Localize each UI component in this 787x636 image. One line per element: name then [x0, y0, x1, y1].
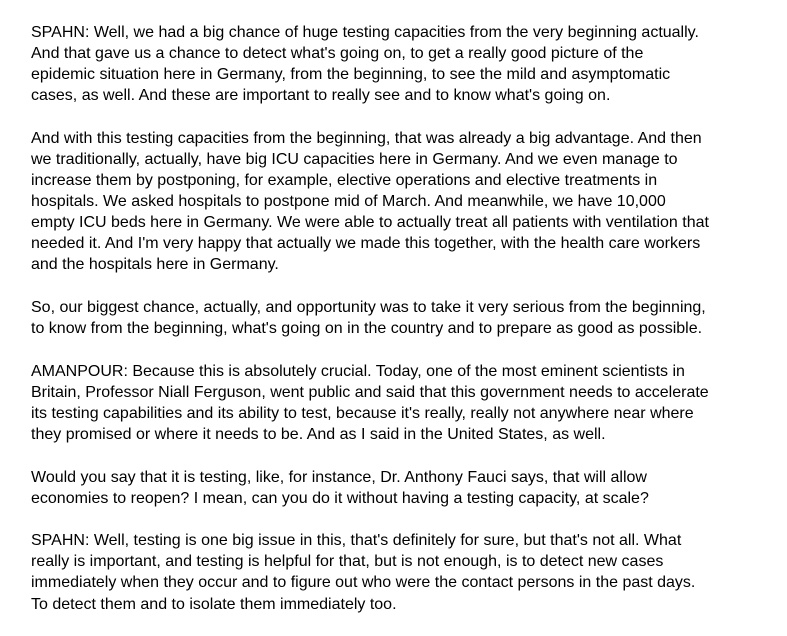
text-line: and the hospitals here in Germany.: [31, 256, 279, 274]
text-line: hospitals. We asked hospitals to postpone mid of March. And meanwhile, we have 10,000: [31, 193, 666, 211]
text-line: epidemic situation here in Germany, from the beginning, to see the mild and asymptomatic: [31, 66, 671, 84]
text-line: needed it. And I'm very happy that actually we made this together, with the health care workers: [31, 235, 701, 253]
text-line: So, our biggest chance, actually, and opportunity was to take it very serious from the beginning,: [31, 299, 706, 317]
text-line: we traditionally, actually, have big ICU capacities here in Germany. And we even manage to: [31, 150, 678, 168]
text-line: cases, as well. And these are important to really see and to know what's going on.: [31, 87, 611, 105]
text-line: to know from the beginning, what's going on in the country and to prepare as good as possible.: [31, 320, 703, 338]
text-line: SPAHN: Well, testing is one big issue in this, that's definitely for sure, but that's not all. What: [31, 532, 682, 550]
text-line: increase them by postponing, for example, elective operations and elective treatments in: [31, 172, 658, 190]
text-line: its testing capabilities and its ability to test, because it's really, really not anywhere near where: [31, 404, 694, 422]
paragraph-spahn-3: [31, 297, 775, 339]
text-line: they promised or where it needs to be. And as I said in the United States, as well.: [31, 426, 606, 443]
text-line: And that gave us a chance to detect what's going on, to get a really good picture of the: [31, 45, 644, 63]
paragraph-amanpour-1: [31, 361, 775, 445]
text-line: Britain, Professor Niall Ferguson, went public and said that this government needs to accelerate: [31, 383, 709, 401]
text-line: SPAHN: Well, we had a big chance of huge testing capacities from the very beginning actually.: [31, 24, 699, 41]
paragraph-spahn-1: [31, 22, 775, 106]
text-line: Would you say that it is testing, like, for instance, Dr. Anthony Fauci says, that will allow: [31, 468, 647, 486]
paragraph-amanpour-2: [31, 467, 775, 509]
paragraph-spahn-4: [31, 530, 775, 614]
text-line: To detect them and to isolate them immediately too.: [31, 595, 397, 613]
text-line: immediately when they occur and to figure out who were the contact persons in the past days.: [31, 574, 696, 592]
text-line: economies to reopen? I mean, can you do it without having a testing capacity, at scale?: [31, 489, 649, 507]
text-line: really is important, and testing is helpful for that, but is not enough, is to detect new cases: [31, 553, 664, 571]
paragraph-spahn-2: [31, 128, 775, 276]
text-line: AMANPOUR: Because this is absolutely crucial. Today, one of the most eminent scientists in: [31, 362, 685, 380]
text-line: empty ICU beds here in Germany. We were able to actually treat all patients with ventilation that: [31, 214, 709, 232]
text-line: And with this testing capacities from the beginning, that was already a big advantage. And then: [31, 129, 702, 147]
